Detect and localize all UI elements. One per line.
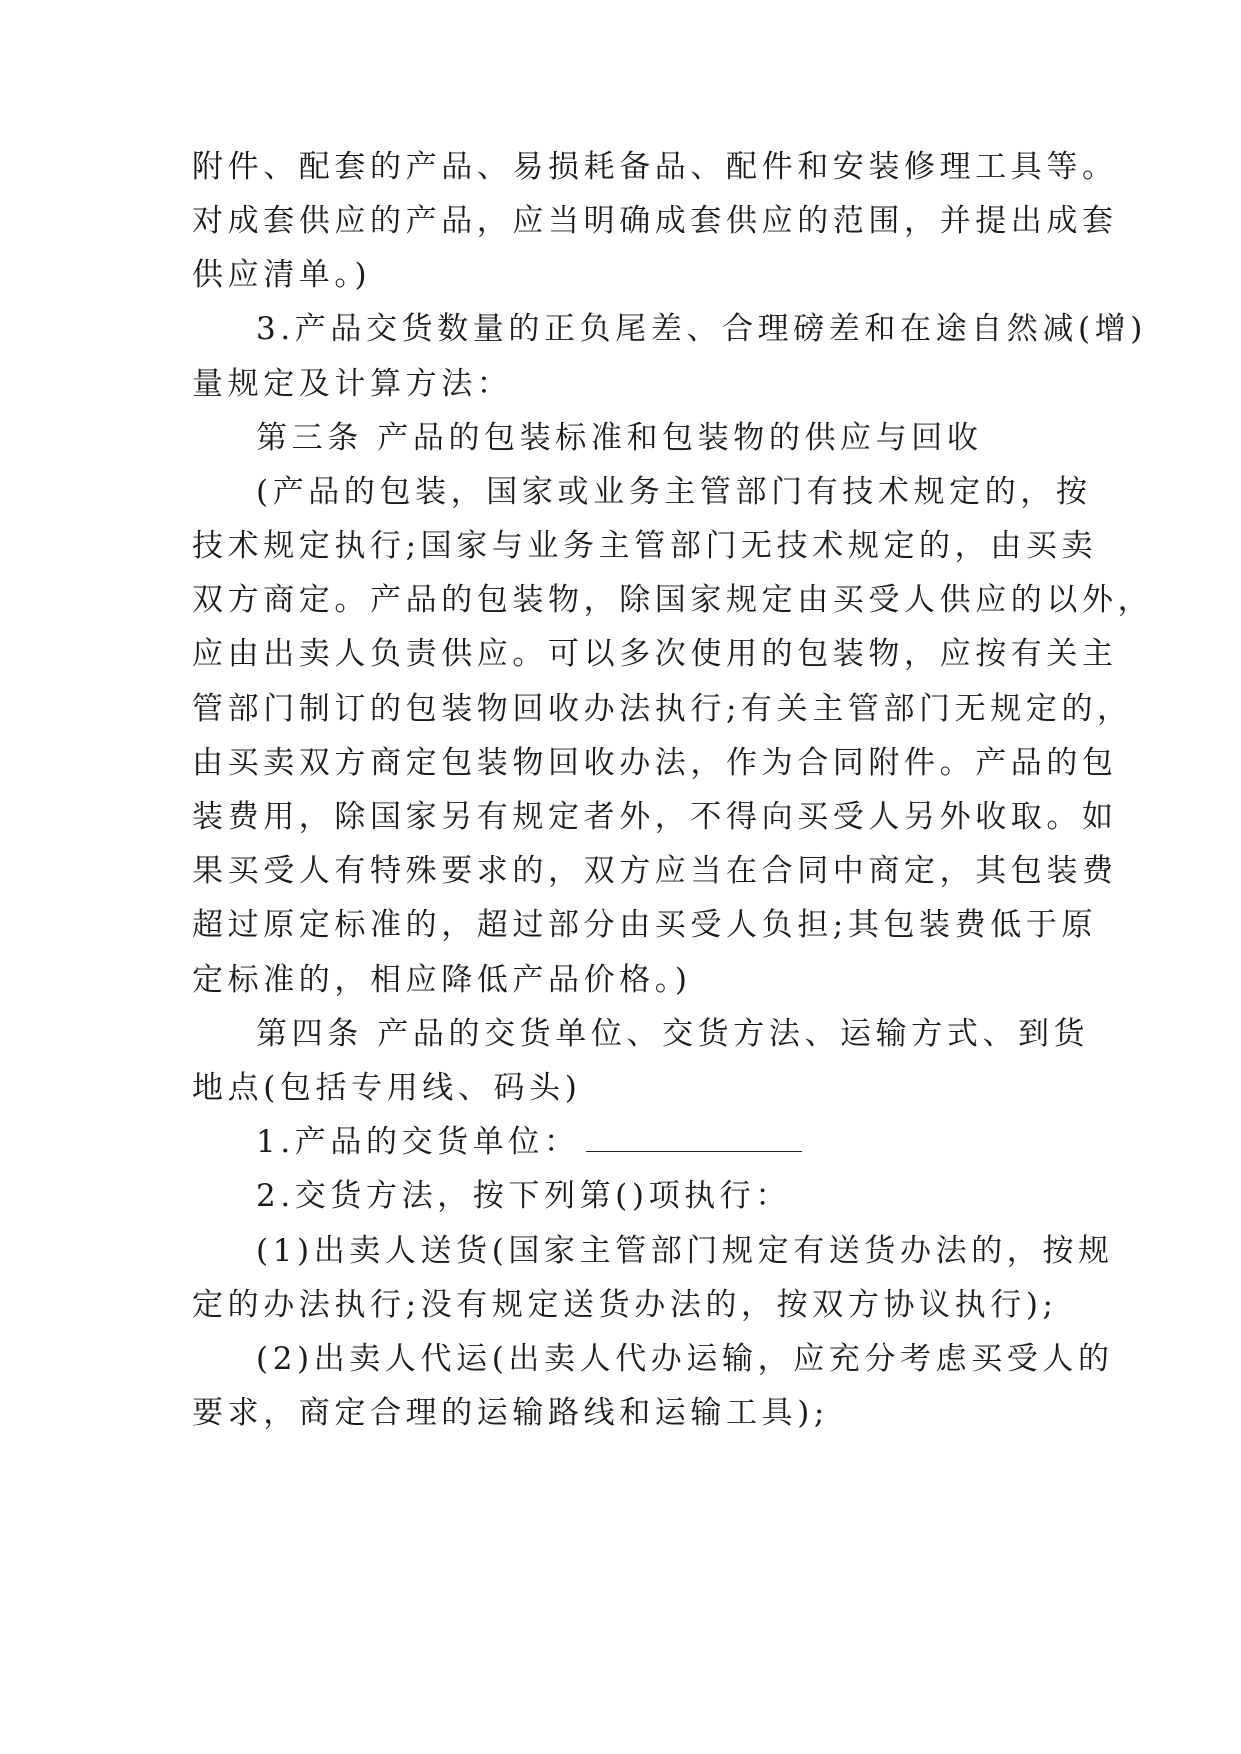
text-line: 管部门制订的包装物回收办法执行;有关主管部门无规定的， [192, 691, 1133, 727]
text-line: 超过原定标准的，超过部分由买受人负担;其包装费低于原 [192, 907, 1098, 943]
section-heading: 第三条 产品的包装标准和包装物的供应与回收 [256, 420, 983, 456]
text-line: 由买卖双方商定包装物回收办法，作为合同附件。产品的包 [192, 745, 1118, 781]
section-heading: 第四条 产品的交货单位、交货方法、运输方式、到货 [256, 1016, 1090, 1052]
text-line: 装费用，除国家另有规定者外，不得向买受人另外收取。如 [192, 799, 1118, 835]
delivery-unit-label: 1.产品的交货单位： [256, 1124, 580, 1160]
text-line: (1)出卖人送货(国家主管部门规定有送货办法的，按规 [256, 1233, 1114, 1269]
text-line: 3.产品交货数量的正负尾差、合理磅差和在途自然减(增) [256, 311, 1147, 347]
text-line: 定标准的，相应降低产品价格。) [192, 962, 692, 998]
delivery-unit-line [256, 1122, 1072, 1162]
text-line: 果买受人有特殊要求的，双方应当在合同中商定，其包装费 [192, 853, 1118, 889]
fill-in-blank [586, 1125, 802, 1152]
text-line: 技术规定执行;国家与业务主管部门无技术规定的，由买卖 [192, 528, 1098, 564]
text-line: 要求，商定合理的运输路线和运输工具); [192, 1395, 829, 1431]
text-line: (2)出卖人代运(出卖人代办运输，应充分考虑买受人的 [256, 1341, 1114, 1377]
text-line: (产品的包装，国家或业务主管部门有技术规定的，按 [256, 474, 1092, 510]
text-line: 双方商定。产品的包装物，除国家规定由买受人供应的以外， [192, 582, 1154, 618]
text-line: 供应清单。) [192, 257, 372, 293]
text-line: 对成套供应的产品，应当明确成套供应的范围，并提出成套 [192, 203, 1118, 239]
text-line: 2.交货方法，按下列第()项执行： [256, 1178, 791, 1214]
text-line: 应由出卖人负责供应。可以多次使用的包装物，应按有关主 [192, 636, 1118, 672]
text-line: 定的办法执行;没有规定送货办法的，按双方协议执行); [192, 1287, 1058, 1323]
text-line: 量规定及计算方法： [192, 366, 513, 402]
text-line: 地点(包括专用线、码头) [192, 1070, 582, 1106]
text-line: 附件、配套的产品、易损耗备品、配件和安装修理工具等。 [192, 149, 1118, 185]
